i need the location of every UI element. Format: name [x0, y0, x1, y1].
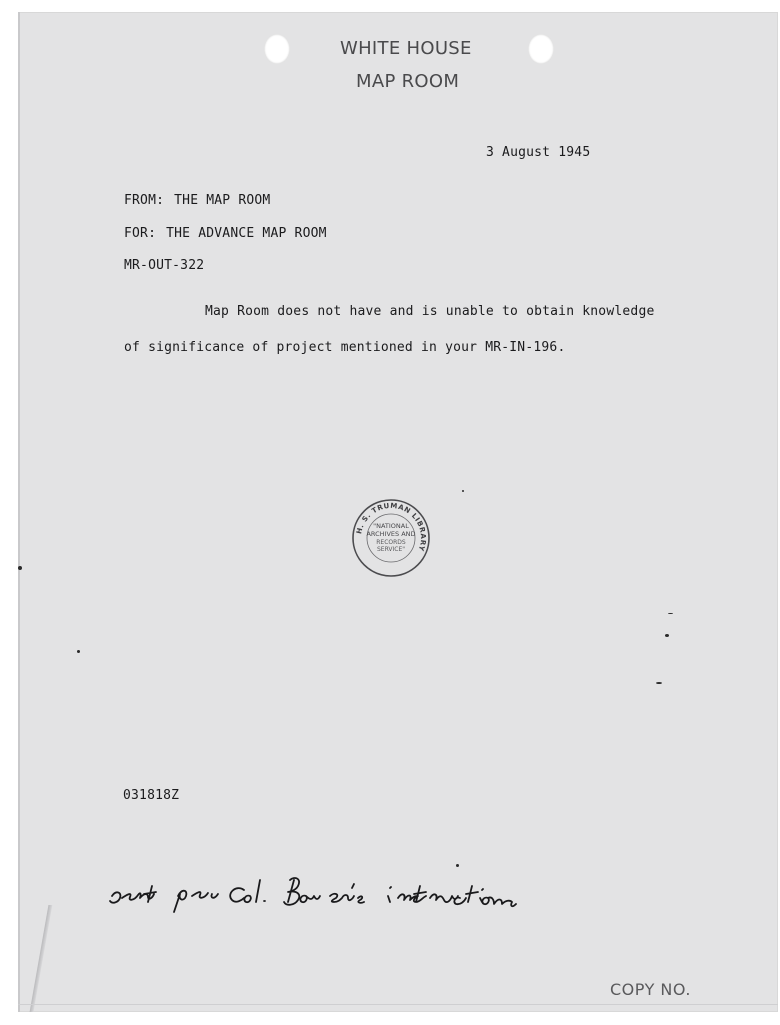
stamp-inner-line-2: ARCHIVES AND — [366, 530, 416, 538]
message-reference: MR-OUT-322 — [124, 258, 205, 273]
stamp-inner-line-3: RECORDS — [376, 539, 406, 546]
handwritten-note — [108, 868, 638, 918]
paper-speck — [668, 613, 673, 614]
paper-speck — [456, 864, 459, 867]
message-line-1: Map Room does not have and is unable to obtain knowledge — [205, 304, 655, 319]
page-edge — [18, 12, 20, 1012]
for-label: FOR: — [124, 226, 157, 241]
letterhead-line-1: WHITE HOUSE — [340, 38, 472, 59]
punch-hole-right — [528, 34, 554, 64]
stamp-ring-text: H. S. TRUMAN LIBRARY — [355, 501, 428, 553]
from-label: FROM: — [124, 193, 165, 208]
for-field — [124, 226, 327, 241]
stamp-inner-line-1: "NATIONAL — [373, 522, 409, 530]
date-time-group: 031818Z — [123, 788, 180, 803]
stamp-inner-line-4: SERVICE" — [376, 546, 406, 553]
archive-stamp — [350, 498, 432, 578]
from-field — [124, 193, 270, 208]
paper-speck — [462, 490, 464, 492]
page-corner-fold — [18, 905, 54, 1012]
letterhead-line-2: MAP ROOM — [356, 71, 460, 92]
punch-hole-left — [264, 34, 290, 64]
paper-speck — [18, 566, 22, 570]
for-value: THE ADVANCE MAP ROOM — [166, 226, 327, 241]
page-bottom-edge — [18, 1004, 778, 1005]
from-value: THE MAP ROOM — [174, 193, 271, 208]
document-date: 3 August 1945 — [486, 145, 591, 160]
message-line-2: of significance of project mentioned in your MR-IN-196. — [124, 340, 566, 355]
paper-speck — [77, 650, 80, 653]
paper-speck — [665, 634, 669, 637]
copy-number-label: COPY NO. — [610, 980, 691, 999]
paper-speck — [656, 682, 662, 684]
